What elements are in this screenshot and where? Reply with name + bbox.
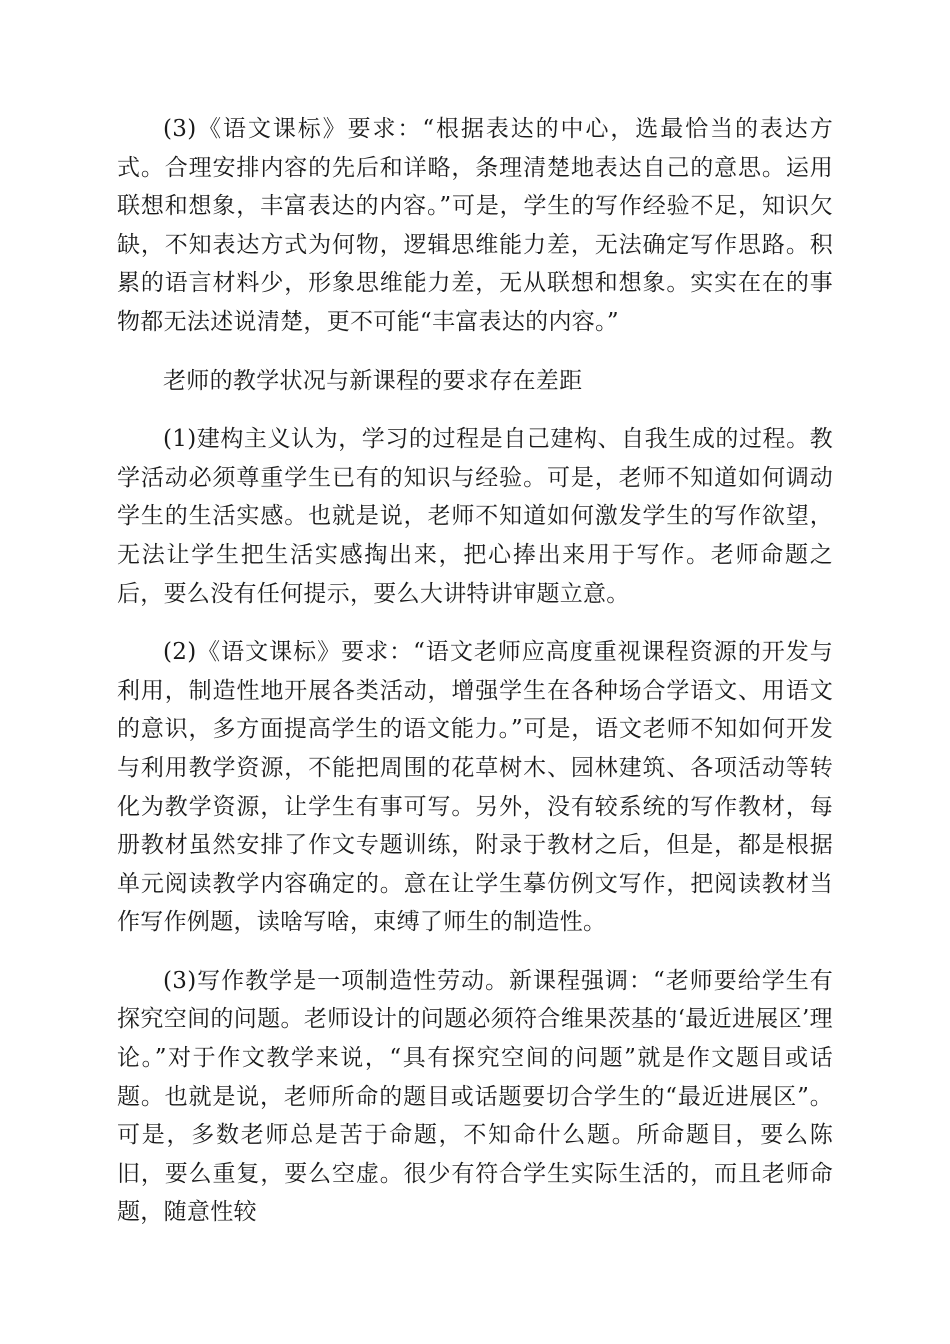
paragraph-constructivism: (1)建构主义认为，学习的过程是自己建构、自我生成的过程。教学活动必须尊重学生已有的知识与经验。可是，老师不知道如何调动学生的生活实感。也就是说，老师不知道如何激发学生的写作欲望，无法让学生把生活实感掏出来，把心捧出来用于写作。老师命题之后，要么没有任何提示，要么大讲特讲审题立意。 [117,426,833,607]
paragraph-teacher-gap-heading: 老师的教学状况与新课程的要求存在差距 [163,367,583,394]
paragraph-language-standard-expression: (3)《语文课标》要求：“根据表达的中心，选最恰当的表达方式。合理安排内容的先后和详略，条理清楚地表达自己的意思。运用联想和想象，丰富表达的内容。”可是，学生的写作经验不足，知识欠缺，不知表达方式为何物，逻辑思维能力差，无法确定写作思路。积累的语言材料少，形象思维能力差，无从联想和想象。实实在在的事物都无法述说清楚，更不可能“丰富表达的内容。” [117,116,833,335]
document-page [117,110,833,1232]
paragraph-creative-labor: (3)写作教学是一项制造性劳动。新课程强调：“老师要给学生有探究空间的问题。老师设计的问题必须符合维果茨基的‘最近进展区’理论。”对于作文教学来说，“具有探究空间的问题”就是作文题目或话题。也就是说，老师所命的题目或话题要切合学生的“最近进展区”。可是，多数老师总是苦于命题，不知命什么题。所命题目，要么陈旧，要么重复，要么空虚。很少有符合学生实际生活的，而且老师命题，随意性较 [117,967,833,1226]
paragraph-course-resources: (2)《语文课标》要求：“语文老师应高度重视课程资源的开发与利用，制造性地开展各类活动，增强学生在各种场合学语文、用语文的意识，多方面提高学生的语文能力。”可是，语文老师不知如何开发与利用教学资源，不能把周围的花草树木、园林建筑、各项活动等转化为教学资源，让学生有事可写。另外，没有较系统的写作教材，每册教材虽然安排了作文专题训练，附录于教材之后，但是，都是根据单元阅读教学内容确定的。意在让学生摹仿例文写作，把阅读教材当作写作例题，读啥写啥，束缚了师生的制造性。 [117,639,833,936]
